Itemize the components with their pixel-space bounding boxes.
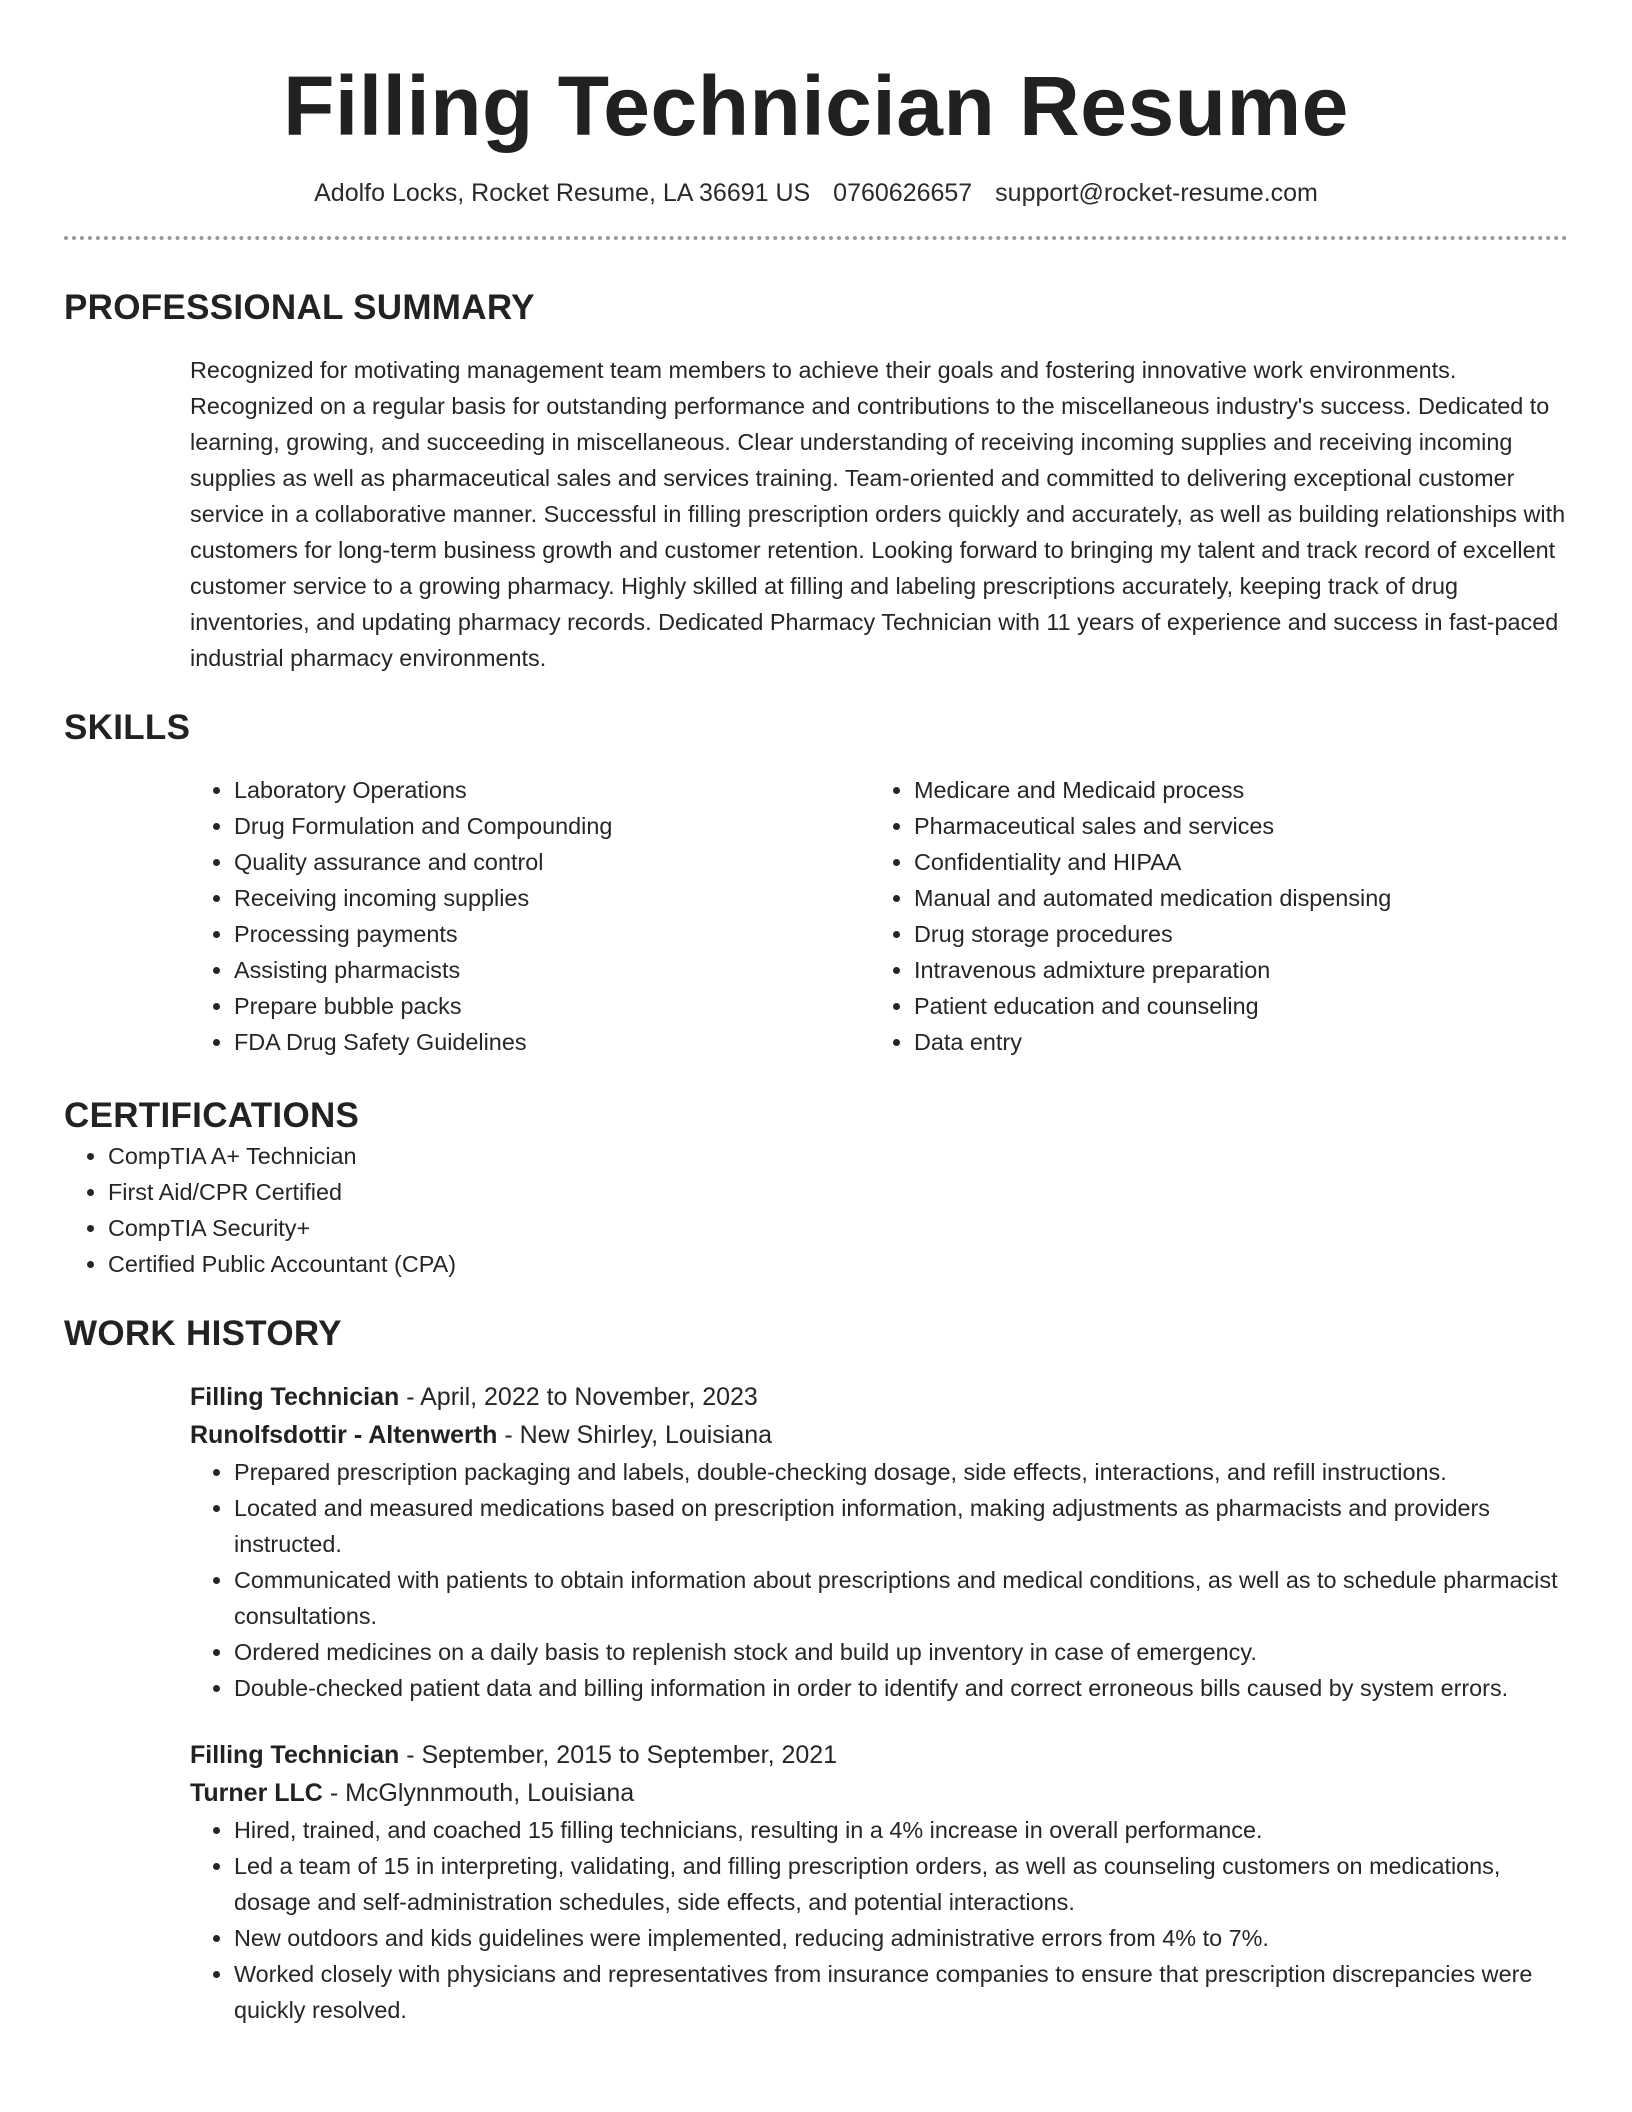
skill-item: • FDA Drug Safety Guidelines <box>234 1024 870 1060</box>
job-bullet: • New outdoors and kids guidelines were implemented, reducing administrative errors from 4% to 7%. <box>234 1920 1568 1956</box>
job-bullet: • Ordered medicines on a daily basis to replenish stock and build up inventory in case of emergency. <box>234 1634 1568 1670</box>
skill-item: • Pharmaceutical sales and services <box>914 808 1550 844</box>
job-company: Turner LLC <box>190 1779 323 1807</box>
job-bullet: • Hired, trained, and coached 15 filling technicians, resulting in a 4% increase in overall performance. <box>234 1812 1568 1848</box>
skill-item: • Manual and automated medication dispensing <box>914 880 1550 916</box>
skill-item: • Drug Formulation and Compounding <box>234 808 870 844</box>
job-company: Runolfsdottir - Altenwerth <box>190 1421 498 1449</box>
certification-item: • First Aid/CPR Certified <box>108 1174 1568 1210</box>
section-title-certifications: CERTIFICATIONS <box>64 1096 360 1135</box>
job-company-line <box>190 1416 1568 1454</box>
skill-item: • Quality assurance and control <box>234 844 870 880</box>
contact-phone: 0760626657 <box>833 179 973 207</box>
job-title: Filling Technician <box>190 1383 400 1411</box>
skills-grid <box>190 772 1568 1060</box>
skill-item: • Assisting pharmacists <box>234 952 870 988</box>
skill-item: • Prepare bubble packs <box>234 988 870 1024</box>
job-title-line <box>190 1736 1568 1774</box>
job-bullets <box>64 1812 1568 2028</box>
certification-item: • CompTIA Security+ <box>108 1210 1568 1246</box>
job-bullet: • Double-checked patient data and billing information in order to identify and correct erroneous bills caused by system errors. <box>234 1670 1568 1706</box>
contact-email: support@rocket-resume.com <box>995 179 1318 207</box>
job-entry <box>190 1378 1568 1706</box>
contact-line <box>64 176 1568 210</box>
section-title-work-history: WORK HISTORY <box>64 1314 342 1353</box>
job-bullet: • Led a team of 15 in interpreting, validating, and filling prescription orders, as well as counseling customers on medications, dosage and self-administration schedules, side effects, and potential interactions. <box>234 1848 1568 1920</box>
job-location: - McGlynnmouth, Louisiana <box>322 1779 635 1807</box>
job-dates: - September, 2015 to September, 2021 <box>399 1741 838 1769</box>
skill-item: • Receiving incoming supplies <box>234 880 870 916</box>
job-location: - New Shirley, Louisiana <box>497 1421 773 1449</box>
section-title-summary: PROFESSIONAL SUMMARY <box>64 288 535 327</box>
skill-item: • Patient education and counseling <box>914 988 1550 1024</box>
job-bullet: • Prepared prescription packaging and labels, double-checking dosage, side effects, interactions, and refill instructions. <box>234 1454 1568 1490</box>
job-title: Filling Technician <box>190 1741 400 1769</box>
skills-list-left <box>190 772 870 1060</box>
job-bullet: • Located and measured medications based on prescription information, making adjustments as pharmacists and providers instructed. <box>234 1490 1568 1562</box>
job-bullet: • Worked closely with physicians and representatives from insurance companies to ensure that prescription discrepancies were quickly resolved. <box>234 1956 1568 2028</box>
section-title-skills: SKILLS <box>64 708 191 747</box>
job-company-line <box>190 1774 1568 1812</box>
skill-item: • Confidentiality and HIPAA <box>914 844 1550 880</box>
skill-item: • Data entry <box>914 1024 1550 1060</box>
resume-title: Filling Technician Resume <box>283 59 1349 153</box>
contact-address: Adolfo Locks, Rocket Resume, LA 36691 US <box>314 179 811 207</box>
job-bullets <box>64 1454 1568 1706</box>
skill-item: • Laboratory Operations <box>234 772 870 808</box>
skill-item: • Processing payments <box>234 916 870 952</box>
job-title-line <box>190 1378 1568 1416</box>
job-bullet: • Communicated with patients to obtain information about prescriptions and medical conditions, as well as to schedule pharmacist consultations. <box>234 1562 1568 1634</box>
certification-item: • Certified Public Accountant (CPA) <box>108 1246 1568 1282</box>
header-divider <box>64 236 1568 240</box>
skill-item: • Medicare and Medicaid process <box>914 772 1550 808</box>
summary-text: Recognized for motivating management team members to achieve their goals and fostering innovative work environments. Recognized on a regular basis for outstanding performance and contributions to the miscellaneous industry's success. Dedicated to learning, growing, and succeeding in miscellaneous. Clear understanding of receiving incoming supplies and receiving incoming supplies as well as pharmaceutical sales and services training. Team-oriented and committed to delivering exceptional customer service in a collaborative manner. Successful in filling prescription orders quickly and accurately, as well as building relationships with customers for long-term business growth and customer retention. Looking forward to bringing my talent and track record of excellent customer service to a growing pharmacy. Highly skilled at filling and labeling prescriptions accurately, keeping track of drug inventories, and updating pharmacy records. Dedicated Pharmacy Technician with 11 years of experience and success in fast-paced industrial pharmacy environments. <box>190 357 1566 671</box>
skill-item: • Drug storage procedures <box>914 916 1550 952</box>
job-entry <box>190 1736 1568 2028</box>
certification-item: • CompTIA A+ Technician <box>108 1138 1568 1174</box>
job-dates: - April, 2022 to November, 2023 <box>399 1383 758 1411</box>
skill-item: • Intravenous admixture preparation <box>914 952 1550 988</box>
skills-list-right <box>870 772 1550 1060</box>
certifications-list <box>64 1138 1568 1282</box>
